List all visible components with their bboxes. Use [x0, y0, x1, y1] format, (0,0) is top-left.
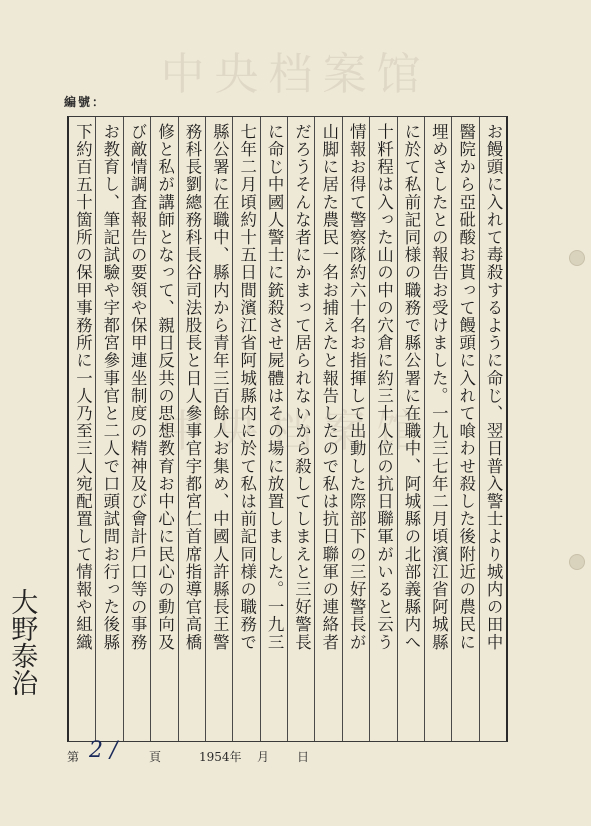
- text-column: [424, 117, 451, 741]
- text-column: [479, 117, 506, 741]
- text-column: [123, 117, 150, 741]
- text-column: [314, 117, 341, 741]
- column-text: お教育し、筆記試驗や宇都宮參事官と二人で口頭試問お行った後縣: [100, 123, 120, 651]
- archive-watermark-lower: 中央档案馆: [160, 406, 431, 457]
- text-columns: [69, 117, 506, 741]
- page-prefix: 第: [67, 750, 80, 764]
- page-suffix: 頁: [149, 750, 162, 764]
- page-number: 2 /: [89, 738, 118, 763]
- text-column: [95, 117, 122, 741]
- column-text: び敵情調査報告の要領や保甲連坐制度の精神及び會計戶口等の事務: [128, 123, 148, 651]
- column-text: 山脚に居た農民一名お捕えたと報告したので私は抗日聯軍の連絡者: [319, 123, 339, 651]
- footer-month: 月: [257, 750, 270, 764]
- column-text: だろうそんな者にかまって居られないから殺してしまえと三好警長: [292, 123, 312, 651]
- column-text: 修と私が講師となって、親日反共の思想教育お中心に民心の動向及: [155, 123, 175, 651]
- footer-day: 日: [297, 750, 310, 764]
- serial-number-label: 編號：: [64, 95, 107, 109]
- column-text: 情報お得て警察隊約六十名お指揮して出動した際部下の三好警長が: [347, 123, 367, 651]
- column-text: 縣公署に在職中、縣内から青年三百餘人お集め、中國人許縣長王警: [210, 123, 230, 651]
- text-column: [287, 117, 314, 741]
- column-text: 七年二月頃約十五日間濱江省阿城縣内に於て私は前記同様の職務で: [237, 123, 257, 651]
- footer-year: 1954年: [199, 750, 242, 764]
- text-column: [232, 117, 259, 741]
- archive-watermark: 中央档案馆: [160, 49, 431, 100]
- text-column: [260, 117, 287, 741]
- punch-hole-icon: [569, 250, 585, 266]
- column-text: 務科長劉總務科長谷司法股長と日人參事官宇都宮仁首席指導官高橋: [182, 123, 202, 651]
- text-column: [342, 117, 369, 741]
- text-column: [451, 117, 478, 741]
- column-text: 十粁程は入った山の中の穴倉に約三十人位の抗日聯軍がいると云う: [374, 123, 394, 651]
- column-text: に於て私前記同様の職務で縣公署に在職中、阿城縣の北部義縣内へ: [401, 123, 421, 651]
- column-text: お饅頭に入れて毒殺するように命じ、翌日普入警士より城内の田中: [484, 123, 504, 651]
- column-text: 醫院から亞砒酸お貰って饅頭に入れて喰わせ殺した後附近の農民に: [456, 123, 476, 651]
- column-text: 下約百五十箇所の保甲事務所に一人乃至三人宛配置して情報や組織: [73, 123, 93, 651]
- column-text: 埋めさしたとの報告お受けました。一九三七年二月頃濱江省阿城縣: [429, 123, 449, 651]
- text-column: [205, 117, 232, 741]
- text-column: [369, 117, 396, 741]
- column-text: に命じ中國人警士に銃殺させ屍體はその場に放置しました。一九三: [265, 123, 285, 651]
- punch-hole-icon: [569, 554, 585, 570]
- text-column: [69, 117, 95, 741]
- text-column: [397, 117, 424, 741]
- text-column: [150, 117, 177, 741]
- text-column: [178, 117, 205, 741]
- manuscript-grid: [67, 116, 508, 742]
- signature: 大野泰治: [6, 588, 38, 696]
